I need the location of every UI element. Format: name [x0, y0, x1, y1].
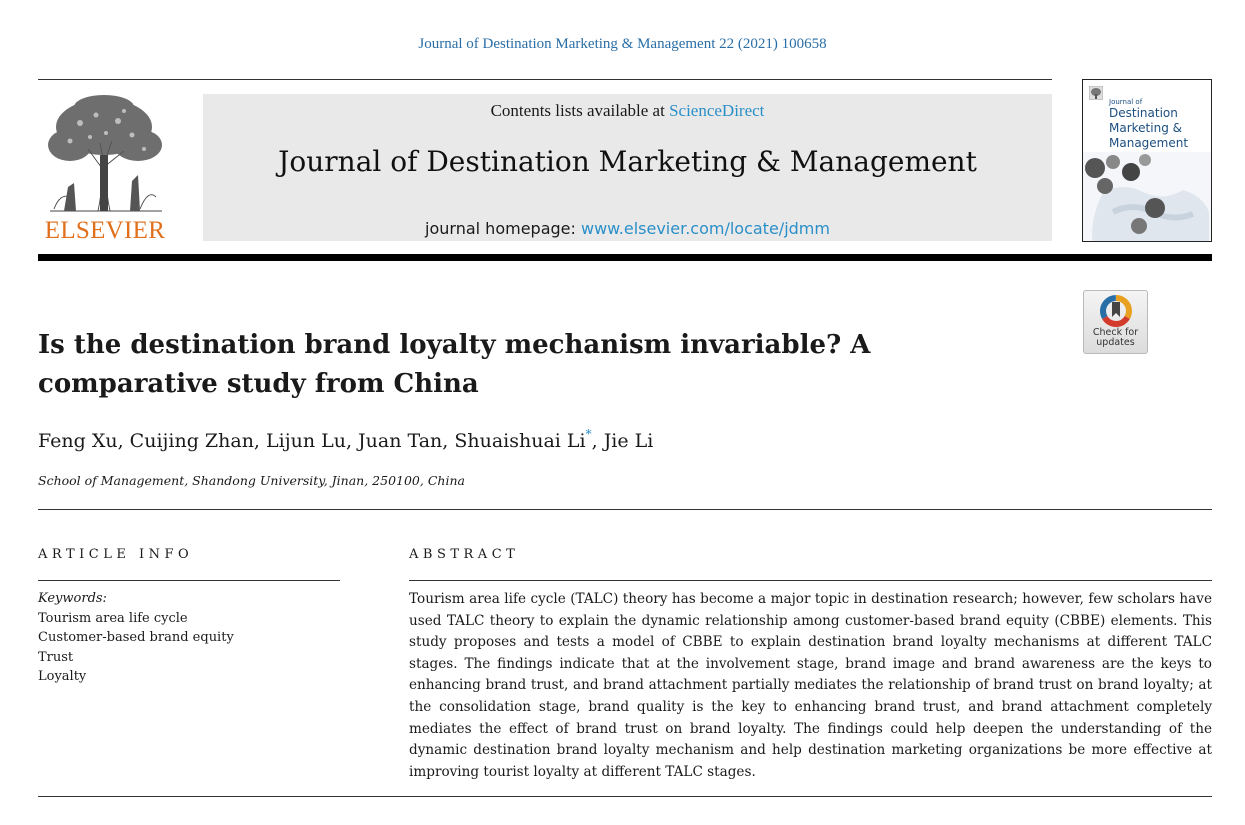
article-info-heading: ARTICLE INFO	[38, 547, 194, 562]
footer-divider	[38, 796, 1212, 797]
journal-citation[interactable]: Journal of Destination Marketing & Management 22 (2021) 100658	[418, 36, 827, 52]
contents-prefix: Contents lists available at	[490, 101, 670, 120]
elsevier-wordmark: ELSEVIER	[44, 217, 166, 244]
check-updates-line: updates	[1096, 337, 1135, 348]
keyword-item: Tourism area life cycle	[38, 610, 188, 626]
abstract-divider	[409, 580, 1212, 581]
homepage-line	[203, 219, 1052, 238]
journal-banner	[203, 94, 1052, 241]
cover-title-line: Destination	[1109, 106, 1178, 120]
cover-title-line: Marketing &	[1109, 121, 1182, 135]
cover-journal-word: Journal of	[1109, 98, 1143, 106]
abstract-heading: ABSTRACT	[409, 547, 520, 562]
keywords-label: Keywords:	[38, 591, 107, 606]
section-divider	[38, 509, 1212, 510]
journal-cover-thumbnail[interactable]	[1082, 79, 1212, 242]
elsevier-tree-icon	[40, 93, 170, 213]
contents-line	[203, 101, 1052, 121]
header-divider	[38, 79, 1052, 80]
check-updates-label	[1084, 328, 1147, 348]
keyword-item: Customer-based brand equity	[38, 630, 234, 645]
article-info-divider	[38, 580, 340, 581]
keyword-item: Trust	[38, 649, 74, 665]
cover-title	[1109, 106, 1209, 151]
keywords-block	[38, 589, 234, 687]
check-for-updates-button[interactable]	[1083, 290, 1148, 354]
journal-homepage-link[interactable]: www.elsevier.com/locate/jdmm	[580, 219, 830, 238]
elsevier-mini-logo-icon	[1089, 86, 1103, 100]
cover-map-image-icon	[1083, 152, 1212, 242]
journal-title: Journal of Destination Marketing & Management	[278, 145, 977, 178]
cover-title-line: Management	[1109, 136, 1189, 150]
corresponding-author-link[interactable]: *	[585, 427, 592, 441]
author-list	[38, 427, 653, 452]
check-updates-icon	[1099, 294, 1133, 328]
article-title: Is the destination brand loyalty mechanism invariable? A comparative study from China	[38, 330, 871, 399]
keyword-item: Loyalty	[38, 669, 87, 684]
abstract-text: Tourism area life cycle (TALC) theory has become a major topic in destination research; however, few scholars have used TALC theory to explain the dynamic relationship among customer-based brand equity (CBBE) elements. This study proposes and tests a model of CBBE to explain destination brand loyalty mechanisms at different TALC stages. The findings indicate that at the involvement stage, brand image and brand awareness are the keys to enhancing brand trust, and brand attachment partially mediates the relationship of brand trust on brand loyalty; at the consolidation stage, brand quality is the key to enhancing brand trust, and brand attachment completely mediates the effect of brand trust on brand loyalty. The findings could help deepen the understanding of the dynamic destination brand loyalty mechanism and help destination marketing organizations be more effective at improving tourist loyalty at different TALC stages.	[409, 591, 1212, 780]
author-names-tail[interactable]: , Jie Li	[591, 430, 654, 452]
affiliation: School of Management, Shandong University, Jinan, 250100, China	[38, 473, 465, 488]
homepage-prefix: journal homepage:	[425, 219, 581, 238]
author-names[interactable]: Feng Xu, Cuijing Zhan, Lijun Lu, Juan Tan, Shuaishuai Li	[38, 430, 586, 452]
header-thick-divider	[38, 254, 1212, 261]
elsevier-logo[interactable]	[38, 93, 172, 243]
check-updates-line: Check for	[1092, 327, 1139, 338]
sciencedirect-link[interactable]: ScienceDirect	[669, 101, 765, 120]
